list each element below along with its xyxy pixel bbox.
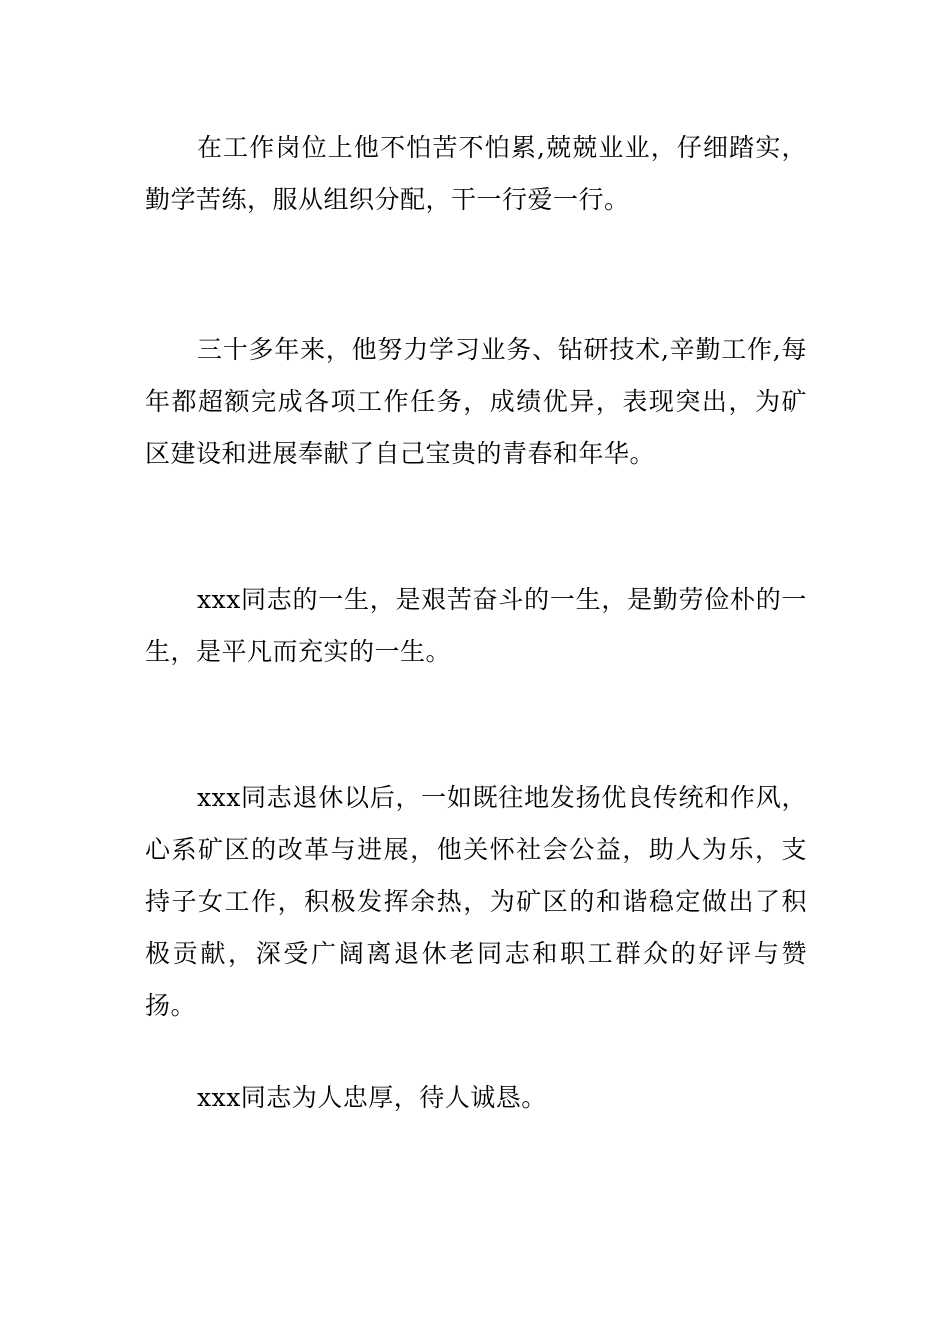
paragraph-retirement: xxx同志退休以后，一如既往地发扬优良传统和作风，心系矿区的改革与进展，他关怀社会公益，助人为乐，支持子女工作，积极发挥余热，为矿区的和谐稳定做出了积极贡献，深受广阔离退休老同志和职工群众的好评与赞扬。	[145, 783, 807, 1020]
paragraph-life-summary: xxx同志的一生，是艰苦奋斗的一生，是勤劳俭朴的一生，是平凡而充实的一生。	[145, 585, 807, 666]
paragraph-work-attitude: 在工作岗位上他不怕苦不怕累,兢兢业业，仔细踏实，勤学苦练，服从组织分配，干一行爱一行。	[145, 133, 807, 214]
paragraph-character: xxx同志为人忠厚，待人诚恳。	[197, 1083, 547, 1112]
paragraph-thirty-years: 三十多年来，他努力学习业务、钻研技术,辛勤工作,每年都超额完成各项工作任务，成绩优异，表现突出，为矿区建设和进展奉献了自己宝贵的青春和年华。	[145, 335, 807, 468]
